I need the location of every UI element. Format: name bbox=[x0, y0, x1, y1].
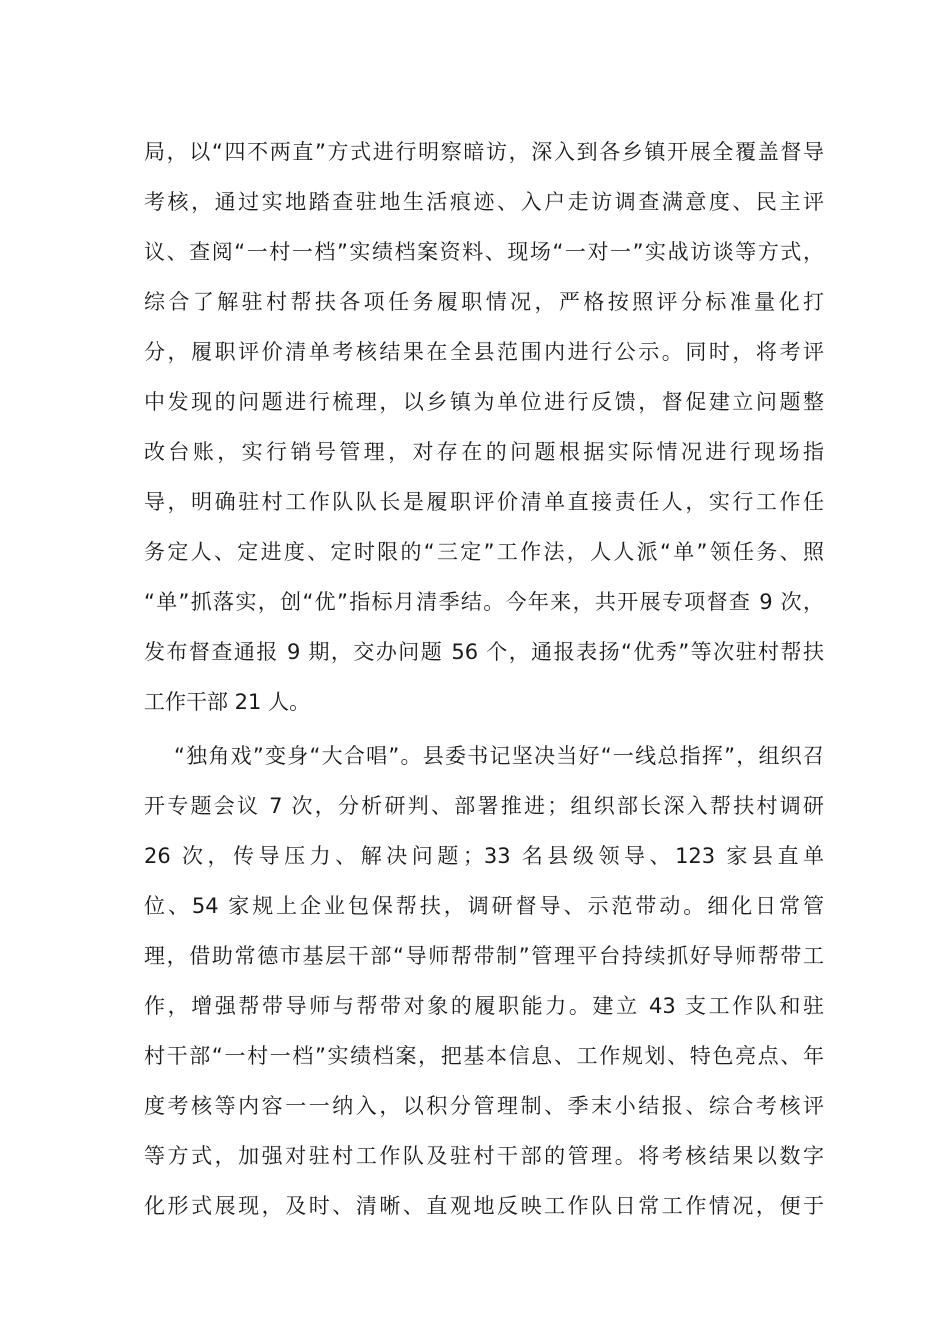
paragraph-line: 综合了解驻村帮扶各项任务履职情况，严格按照评分标准量化打 bbox=[144, 290, 824, 314]
paragraph-line: “单”抓落实，创“优”指标月清季结。今年来，共开展专项督查 9 次， bbox=[144, 590, 824, 614]
paragraph-line: 考核，通过实地踏查驻地生活痕迹、入户走访调查满意度、民主评 bbox=[144, 190, 824, 214]
paragraph-line: 局，以“四不两直”方式进行明察暗访，深入到各乡镇开展全覆盖督导 bbox=[144, 140, 824, 164]
paragraph-line: 议、查阅“一村一档”实绩档案资料、现场“一对一”实战访谈等方式， bbox=[144, 240, 824, 264]
paragraph-line: 务定人、定进度、定时限的“三定”工作法，人人派“单”领任务、照 bbox=[144, 540, 824, 564]
paragraph-1 bbox=[144, 127, 824, 727]
paragraph-line: “独角戏”变身“大合唱”。县委书记坚决当好“一线总指挥”，组织召 bbox=[174, 744, 824, 768]
paragraph-line: 作，增强帮带导师与帮带对象的履职能力。建立 43 支工作队和驻 bbox=[144, 994, 824, 1018]
paragraph-line: 位、54 家规上企业包保帮扶，调研督导、示范带动。细化日常管 bbox=[144, 894, 824, 918]
paragraph-line: 导，明确驻村工作队队长是履职评价清单直接责任人，实行工作任 bbox=[144, 490, 824, 514]
paragraph-line: 中发现的问题进行梳理，以乡镇为单位进行反馈，督促建立问题整 bbox=[144, 390, 824, 414]
paragraph-line: 度考核等内容一一纳入，以积分管理制、季末小结报、综合考核评 bbox=[144, 1094, 824, 1118]
paragraph-line: 分，履职评价清单考核结果在全县范围内进行公示。同时，将考评 bbox=[144, 340, 824, 364]
document-body bbox=[144, 127, 824, 1231]
paragraph-line: 工作干部 21 人。 bbox=[144, 690, 311, 714]
paragraph-line: 理，借助常德市基层干部“导师帮带制”管理平台持续抓好导师帮带工 bbox=[144, 944, 824, 968]
paragraph-line: 改台账，实行销号管理，对存在的问题根据实际情况进行现场指 bbox=[144, 440, 824, 464]
paragraph-2 bbox=[144, 731, 824, 1231]
paragraph-line: 26 次，传导压力、解决问题；33 名县级领导、123 家县直单 bbox=[144, 844, 824, 868]
paragraph-line: 开专题会议 7 次，分析研判、部署推进；组织部长深入帮扶村调研 bbox=[144, 794, 824, 818]
paragraph-line: 发布督查通报 9 期，交办问题 56 个，通报表扬“优秀”等次驻村帮扶 bbox=[144, 640, 824, 664]
paragraph-line: 化形式展现，及时、清晰、直观地反映工作队日常工作情况，便于 bbox=[144, 1194, 824, 1218]
paragraph-line: 村干部“一村一档”实绩档案，把基本信息、工作规划、特色亮点、年 bbox=[144, 1044, 824, 1068]
paragraph-line: 等方式，加强对驻村工作队及驻村干部的管理。将考核结果以数字 bbox=[144, 1144, 824, 1168]
